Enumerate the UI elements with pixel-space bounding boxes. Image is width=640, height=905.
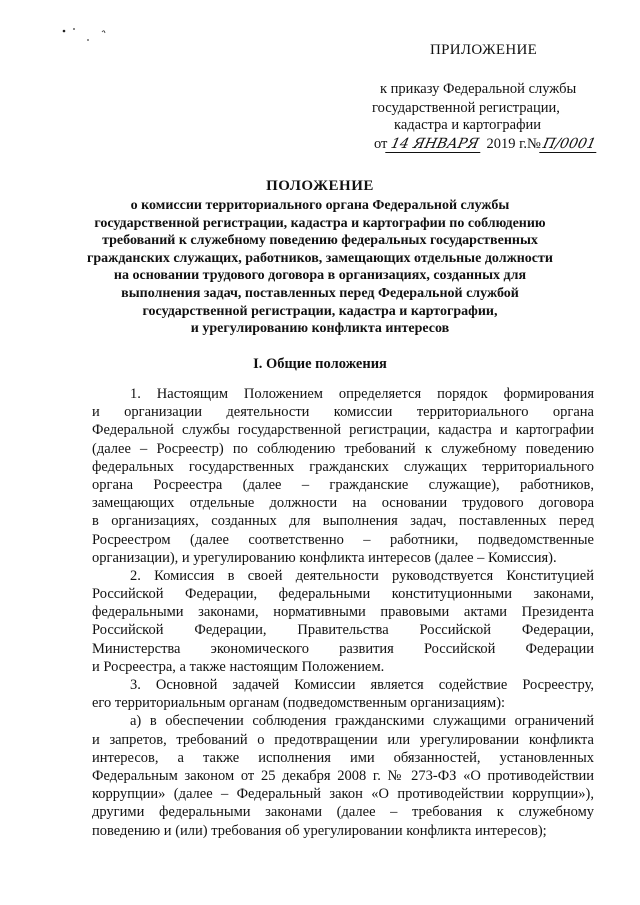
text-line: Федеральной службы государственной регистрации, кадастра и картографии: [92, 422, 594, 439]
paragraph-1: [92, 385, 594, 567]
text-line: (далее – Росреестр) по соблюдению требований к служебному поведению: [92, 440, 594, 457]
section-title: I. Общие положения: [253, 356, 387, 372]
text-line: и запретов, требований о предотвращении или урегулировании конфликта: [92, 731, 594, 748]
document-title-block: [0, 178, 640, 338]
scan-specks: [60, 26, 120, 46]
paragraph-3: [92, 676, 594, 712]
appendix-cadastre-line: кадастра и картографии: [394, 117, 541, 133]
year-text: 2019 г.№: [486, 136, 541, 152]
text-line: организации), и урегулированию конфликта интересов (далее – Комиссия).: [92, 549, 557, 566]
paragraph-2: [92, 567, 594, 676]
text-line: 1. Настоящим Положением определяется порядок формирования: [130, 386, 594, 402]
appendix-title: ПРИЛОЖЕНИЕ: [430, 42, 538, 58]
date-prefix: от: [374, 136, 388, 152]
text-line: Министерства экономического развития Российской Федерации: [92, 640, 594, 657]
text-line: коррупции» (далее – Федеральный закон «О противодействии коррупции»),: [92, 786, 594, 803]
text-line: Российской Федерации, федеральными конституционными законами,: [92, 586, 594, 603]
handwritten-order-number: П/0001: [539, 136, 599, 153]
document-title: ПОЛОЖЕНИЕ: [266, 178, 374, 194]
appendix-order-line: к приказу Федеральной службы: [380, 81, 577, 97]
paragraph-3a: [92, 712, 594, 839]
subtitle-line: требований к служебному поведению федеральных государственных: [102, 233, 538, 249]
text-line: 2. Комиссия в своей деятельности руководствуется Конституцией: [130, 567, 594, 584]
text-line: его территориальным органам (подведомственным организациям):: [92, 695, 506, 712]
subtitle-line: государственной регистрации, кадастра и картографии,: [142, 303, 498, 319]
subtitle-line: и урегулированию конфликта интересов: [190, 321, 450, 337]
text-line: Росреестром (далее соответственно – работники, подведомственные: [92, 531, 594, 548]
text-line: органа Росреестра (далее – гражданские служащие), работников,: [92, 476, 594, 493]
text-line: федеральных государственных гражданских служащих территориального: [92, 458, 594, 475]
text-line: и Росреестра, а также настоящим Положением.: [92, 658, 385, 675]
subtitle-line: выполнения задач, поставленных перед Федеральной службой: [121, 285, 519, 301]
text-line: и организации деятельности комиссии территориального органа: [92, 404, 594, 421]
subtitle-line: гражданских служащих, работников, замещающих отдельные должности: [87, 250, 553, 266]
text-line: поведению и (или) требования об урегулировании конфликта интересов);: [92, 822, 547, 839]
text-line: а) в обеспечении соблюдения гражданскими служащими ограничений: [130, 713, 594, 730]
handwritten-date: 14 ЯНВАРЯ: [386, 136, 485, 153]
subtitle-line: на основании трудового договора в организациях, созданных для: [113, 268, 527, 284]
text-line: замещающих отдельные должности на основании трудового договора: [92, 495, 594, 512]
text-line: Российской Федерации, Правительства Российской Федерации,: [92, 622, 594, 639]
subtitle-line: о комиссии территориального органа Федеральной службы: [130, 198, 510, 213]
appendix-registration-line: государственной регистрации,: [372, 100, 560, 116]
text-line: в организациях, созданных для выполнения задач, поставленных перед: [92, 513, 594, 530]
subtitle-line: государственной регистрации, кадастра и картографии по соблюдению: [94, 215, 546, 231]
appendix-date-line: [374, 136, 597, 153]
text-line: интересов, а также исполнения ими обязанностей, установленных: [92, 749, 594, 766]
document-body: [92, 385, 594, 840]
text-line: федеральными законами, нормативными правовыми актами Президента: [92, 604, 594, 621]
text-line: другими федеральными законами (далее – требования к служебному: [92, 804, 594, 821]
text-line: 3. Основной задачей Комиссии является содействие Росреестру,: [130, 677, 594, 693]
text-line: Федеральным законом от 25 декабря 2008 г. № 273-ФЗ «О противодействии: [92, 767, 594, 784]
